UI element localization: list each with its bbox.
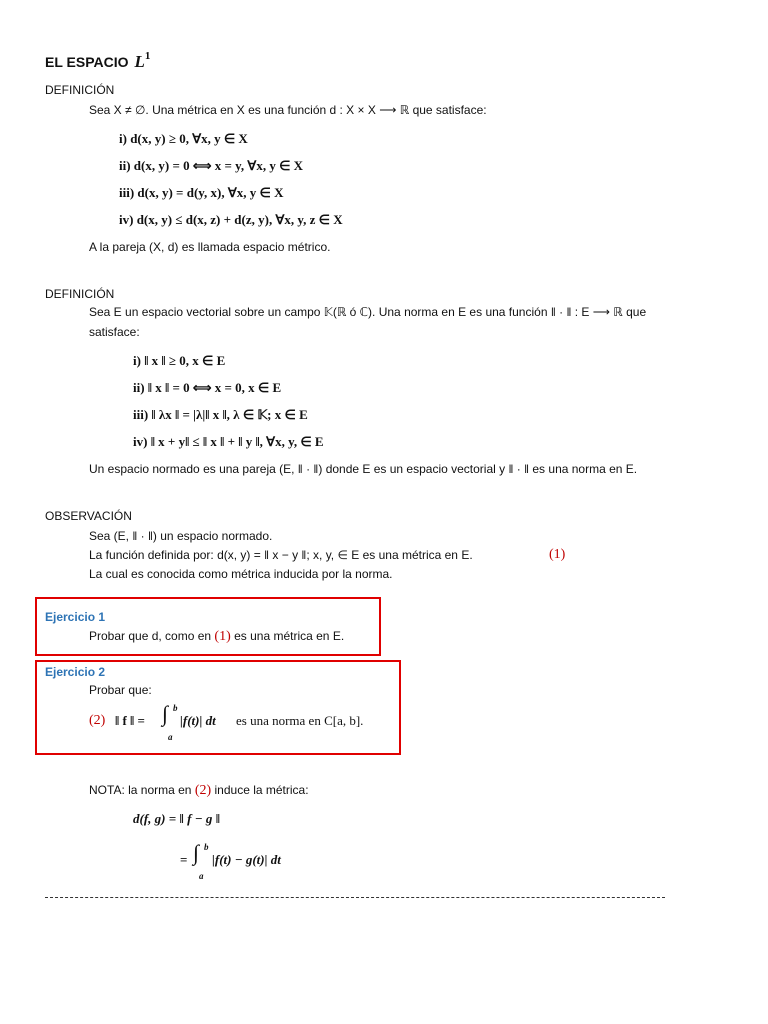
note-equation-1: d(f, g) = ‖ f − g ‖ — [133, 811, 221, 826]
note-equals: = — [180, 852, 188, 867]
definition-1-intro: Sea X ≠ ∅. Una métrica en X es una función d : X × X ⟶ ℝ que satisface: — [89, 103, 487, 117]
integral-upper-limit: b — [173, 703, 178, 713]
integral-sign: ∫ — [162, 701, 169, 726]
norm-axiom-3: iii) ‖ λx ‖ = |λ|‖ x ‖, λ ∈ 𝕂; x ∈ E — [133, 407, 308, 422]
note-text: NOTA: la norma en (2) induce la métrica: — [89, 783, 309, 798]
definition-2-intro-cont: satisface: — [89, 325, 140, 339]
page-title — [45, 50, 150, 72]
equation-tag-2: (2) — [89, 713, 106, 728]
metric-axiom-4: iv) d(x, y) ≤ d(x, z) + d(z, y), ∀x, y, z ∈ X — [119, 212, 343, 227]
note-integral-sign: ∫ — [193, 840, 200, 865]
exercise-2-conclusion: es una norma en C[a, b]. — [236, 713, 364, 728]
observation-heading: OBSERVACIÓN — [45, 509, 132, 523]
definition-2-closing: Un espacio normado es una pareja (E, ‖ · ‖) donde E es un espacio vectorial y ‖ · ‖ es una norma en E. — [89, 462, 638, 476]
definition-1-closing: A la pareja (X, d) es llamada espacio métrico. — [89, 240, 331, 254]
exercise-1-tag: (1) — [214, 629, 231, 644]
metric-axiom-1: i) d(x, y) ≥ 0, ∀x, y ∈ X — [119, 131, 248, 146]
equation-tag-1: (1) — [549, 547, 566, 562]
definition-2-intro: Sea E un espacio vectorial sobre un campo 𝕂(ℝ ó ℂ). Una norma en E es una función ‖ · ‖ : E ⟶ ℝ que — [89, 305, 647, 319]
observation-line-2: La función definida por: d(x, y) = ‖ x − y ‖; x, y, ∈ E es una métrica en E. — [89, 548, 473, 562]
metric-axiom-3: iii) d(x, y) = d(y, x), ∀x, y ∈ X — [119, 185, 284, 200]
exercise-1-box — [35, 597, 381, 656]
definition-2-heading: DEFINICIÓN — [45, 287, 115, 301]
norm-axiom-1: i) ‖ x ‖ ≥ 0, x ∈ E — [133, 353, 226, 368]
note-integral-upper-limit: b — [204, 842, 209, 852]
exercise-1-text: Probar que d, como en (1) es una métrica en E. — [89, 629, 345, 644]
definition-1-heading: DEFINICIÓN — [45, 83, 115, 97]
norm-axiom-4: iv) ‖ x + y‖ ≤ ‖ x ‖ + ‖ y ‖, ∀x, y, ∈ E — [133, 434, 324, 449]
integral-lower-limit: a — [168, 732, 173, 742]
observation-line-1: Sea (E, ‖ · ‖) un espacio normado. — [89, 529, 273, 543]
norm-axiom-2: ii) ‖ x ‖ = 0 ⟺ x = 0, x ∈ E — [133, 380, 282, 395]
note-integral-lower-limit: a — [199, 871, 204, 881]
integrand: |f(t)| dt — [180, 713, 216, 728]
observation-line-3: La cual es conocida como métrica inducida por la norma. — [89, 567, 393, 581]
metric-axiom-2: ii) d(x, y) = 0 ⟺ x = y, ∀x, y ∈ X — [119, 158, 304, 173]
separator-line — [45, 897, 665, 898]
note-equation-2: |f(t) − g(t)| dt — [212, 852, 281, 867]
exercise-2-intro: Probar que: — [89, 683, 152, 697]
norm-lhs: ‖ f ‖ = — [115, 713, 145, 728]
title-symbol: $L^1$ — [134, 50, 151, 71]
exercise-1-heading: Ejercicio 1 — [45, 610, 106, 624]
note-tag: (2) — [194, 783, 212, 798]
exercise-2-heading: Ejercicio 2 — [45, 665, 106, 679]
title-text: EL ESPACIO — [45, 54, 129, 70]
